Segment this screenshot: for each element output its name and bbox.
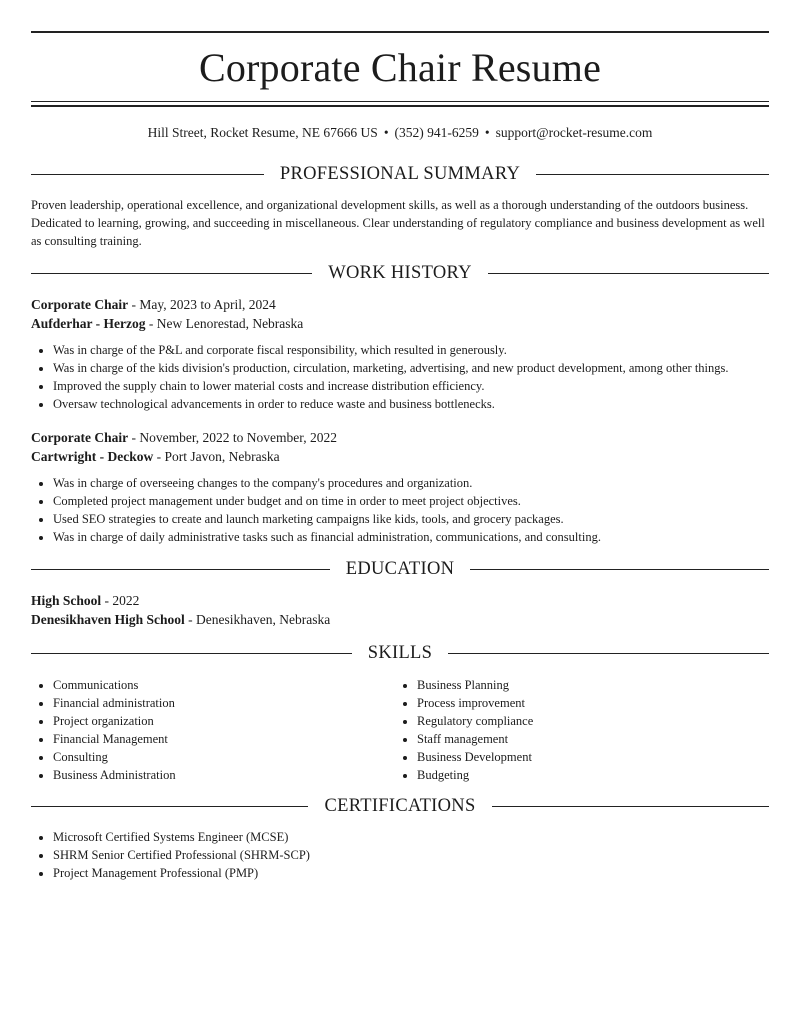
list-item: • Was in charge of the kids division's production, circulation, marketing, advertising, and new product development, among other things. [53, 359, 769, 377]
list-item: • Project organization [53, 712, 393, 730]
section-rule [536, 174, 769, 175]
education-year: - 2022 [101, 593, 140, 608]
list-item: • Completed project management under budget and on time in order to meet project objectives. [53, 492, 769, 510]
summary-section-header [31, 163, 769, 185]
list-item: • Business Development [417, 748, 757, 766]
list-item: • Oversaw technological advancements in order to reduce waste and business bottlenecks. [53, 395, 769, 413]
section-title-skills: SKILLS [367, 643, 433, 663]
list-item: • Staff management [417, 730, 757, 748]
list-item: • Improved the supply chain to lower material costs and increase distribution efficiency. [53, 377, 769, 395]
list-item: • Business Planning [417, 676, 757, 694]
skills-right-column [395, 676, 757, 784]
section-title-summary: PROFESSIONAL SUMMARY [279, 164, 521, 184]
job-dates: - November, 2022 to November, 2022 [128, 430, 337, 445]
list-item: • SHRM Senior Certified Professional (SHRM-SCP) [53, 846, 769, 864]
resume-title: Corporate Chair Resume [198, 45, 602, 90]
education-school-line [31, 611, 769, 629]
contact-phone: (352) 941-6259 [394, 125, 479, 140]
education-degree: High School [31, 593, 102, 608]
section-rule [31, 653, 352, 654]
job-2-bullets [31, 474, 769, 546]
section-title-work: WORK HISTORY [328, 263, 472, 283]
section-rule [492, 806, 769, 807]
contact-line [31, 124, 769, 142]
contact-separator: • [484, 125, 490, 140]
list-item: • Was in charge of the P&L and corporate fiscal responsibility, which resulted in generously. [53, 341, 769, 359]
job-title: Corporate Chair [31, 430, 129, 445]
job-1-bullets [31, 341, 769, 413]
job-company: Cartwright - Deckow [31, 449, 154, 464]
education-school: Denesikhaven High School [31, 612, 185, 627]
section-rule [448, 653, 769, 654]
list-item: • Project Management Professional (PMP) [53, 864, 769, 882]
list-item: • Consulting [53, 748, 393, 766]
list-item: • Was in charge of daily administrative tasks such as financial administration, communications, and consulting. [53, 528, 769, 546]
job-title: Corporate Chair [31, 297, 129, 312]
list-item: • Used SEO strategies to create and launch marketing campaigns like kids, tools, and grocery packages. [53, 510, 769, 528]
education-degree-line [31, 592, 769, 610]
list-item: • Was in charge of overseeing changes to the company's procedures and organization. [53, 474, 769, 492]
contact-email: support@rocket-resume.com [495, 125, 653, 140]
section-rule [31, 806, 308, 807]
certifications-section-header [31, 795, 769, 817]
job-2-title-line [31, 429, 769, 447]
section-rule [31, 174, 264, 175]
job-location: - New Lenorestad, Nebraska [145, 316, 304, 331]
certifications-list [31, 828, 769, 882]
work-section-header [31, 262, 769, 284]
skills-left-column [31, 676, 393, 784]
list-item: • Business Administration [53, 766, 393, 784]
education-location: - Denesikhaven, Nebraska [184, 612, 331, 627]
job-2-company-line [31, 448, 769, 466]
section-rule [470, 569, 769, 570]
section-rule [31, 273, 312, 274]
job-company: Aufderhar - Herzog [31, 316, 146, 331]
job-location: - Port Javon, Nebraska [153, 449, 280, 464]
list-item: • Communications [53, 676, 393, 694]
job-1-company-line [31, 315, 769, 333]
contact-address: Hill Street, Rocket Resume, NE 67666 US [147, 125, 378, 140]
title-double-rule [31, 101, 769, 107]
section-title-education: EDUCATION [345, 559, 455, 579]
job-1-title-line [31, 296, 769, 314]
education-section-header [31, 558, 769, 580]
section-rule [31, 569, 330, 570]
contact-separator: • [383, 125, 389, 140]
list-item: • Financial Management [53, 730, 393, 748]
section-rule [488, 273, 769, 274]
list-item: • Process improvement [417, 694, 757, 712]
job-dates: - May, 2023 to April, 2024 [128, 297, 276, 312]
top-rule [31, 31, 769, 33]
list-item: • Financial administration [53, 694, 393, 712]
list-item: • Microsoft Certified Systems Engineer (MCSE) [53, 828, 769, 846]
skills-section-header [31, 642, 769, 664]
list-item: • Regulatory compliance [417, 712, 757, 730]
summary-text: Proven leadership, operational excellence, and organizational development skills, as well as a thorough understanding of the outdoors business. Dedicated to learning, growing, and succeeding in miscellaneous. Clear understanding of regulatory compliance and business development as well as consulting training. [31, 198, 765, 248]
list-item: • Budgeting [417, 766, 757, 784]
section-title-certifications: CERTIFICATIONS [324, 796, 476, 816]
